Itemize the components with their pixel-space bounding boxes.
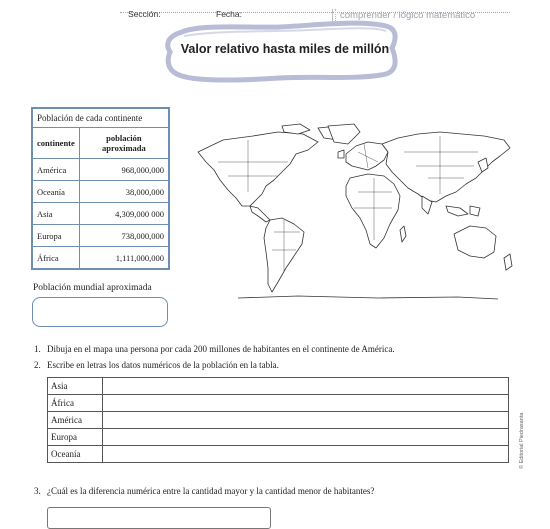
africa-shape bbox=[346, 174, 400, 248]
continent-cell: Oceanía bbox=[48, 446, 103, 463]
question-1 bbox=[34, 344, 395, 354]
population-cell: 38,000,000 bbox=[79, 181, 168, 203]
population-cell: 968,000,000 bbox=[79, 159, 168, 181]
population-table bbox=[31, 107, 170, 270]
question-text: ¿Cuál es la diferencia numérica entre la cantidad mayor y la cantidad menor de habitantes? bbox=[47, 486, 375, 496]
europe-shape bbox=[346, 142, 388, 170]
world-population-label: Población mundial aproximada bbox=[33, 283, 152, 293]
table-row bbox=[33, 225, 169, 247]
question-number: 1. bbox=[34, 344, 41, 354]
table-row bbox=[33, 203, 169, 225]
page-title: Valor relativo hasta miles de millón bbox=[180, 42, 390, 56]
population-cell: 1,111,000,000 bbox=[79, 247, 168, 269]
table-row bbox=[48, 378, 509, 395]
continent-cell: América bbox=[33, 159, 80, 181]
world-population-answer-box[interactable] bbox=[32, 297, 168, 327]
continent-cell: Asia bbox=[33, 203, 80, 225]
table-row bbox=[48, 429, 509, 446]
population-cell: 738,000,000 bbox=[79, 225, 168, 247]
table-row bbox=[33, 159, 169, 181]
question-number: 2. bbox=[34, 360, 41, 370]
column-header-continent: continente bbox=[33, 128, 80, 159]
continent-cell: América bbox=[48, 412, 103, 429]
table-row bbox=[33, 247, 169, 269]
world-map[interactable] bbox=[178, 122, 518, 302]
oceania-shape bbox=[454, 226, 496, 258]
question-text: Escribe en letras los datos numéricos de la población en la tabla. bbox=[47, 360, 279, 370]
table-row bbox=[33, 181, 169, 203]
skill-label: comprender / lógico matemático bbox=[340, 10, 476, 21]
population-cell: 4,309,000 000 bbox=[79, 203, 168, 225]
answer-cell[interactable] bbox=[103, 446, 509, 463]
section-label: Sección: bbox=[128, 9, 161, 19]
answer-cell[interactable] bbox=[103, 378, 509, 395]
continent-cell: África bbox=[33, 247, 80, 269]
date-label: Fecha: bbox=[216, 9, 242, 19]
north-america-shape bbox=[198, 132, 318, 206]
answer-cell[interactable] bbox=[103, 429, 509, 446]
publisher-credit: © Editorial Piedrasanta bbox=[519, 412, 525, 469]
continent-cell: Europa bbox=[33, 225, 80, 247]
question-2 bbox=[34, 360, 279, 370]
table-caption: Población de cada continente bbox=[33, 109, 169, 128]
question-3 bbox=[34, 486, 374, 496]
header-line bbox=[120, 9, 510, 21]
table-row bbox=[48, 395, 509, 412]
continent-cell: África bbox=[48, 395, 103, 412]
question-number: 3. bbox=[34, 486, 41, 496]
answer-cell[interactable] bbox=[103, 412, 509, 429]
column-header-population: población aproximada bbox=[79, 128, 168, 159]
question-3-answer-box[interactable] bbox=[47, 507, 271, 529]
asia-shape bbox=[382, 132, 510, 202]
continent-cell: Europa bbox=[48, 429, 103, 446]
continent-cell: Oceanía bbox=[33, 181, 80, 203]
question-text: Dibuja en el mapa una persona por cada 200 millones de habitantes en el continente de América. bbox=[47, 344, 395, 354]
write-in-table bbox=[47, 377, 509, 463]
continent-cell: Asia bbox=[48, 378, 103, 395]
table-row bbox=[48, 412, 509, 429]
answer-cell[interactable] bbox=[103, 395, 509, 412]
table-row bbox=[48, 446, 509, 463]
